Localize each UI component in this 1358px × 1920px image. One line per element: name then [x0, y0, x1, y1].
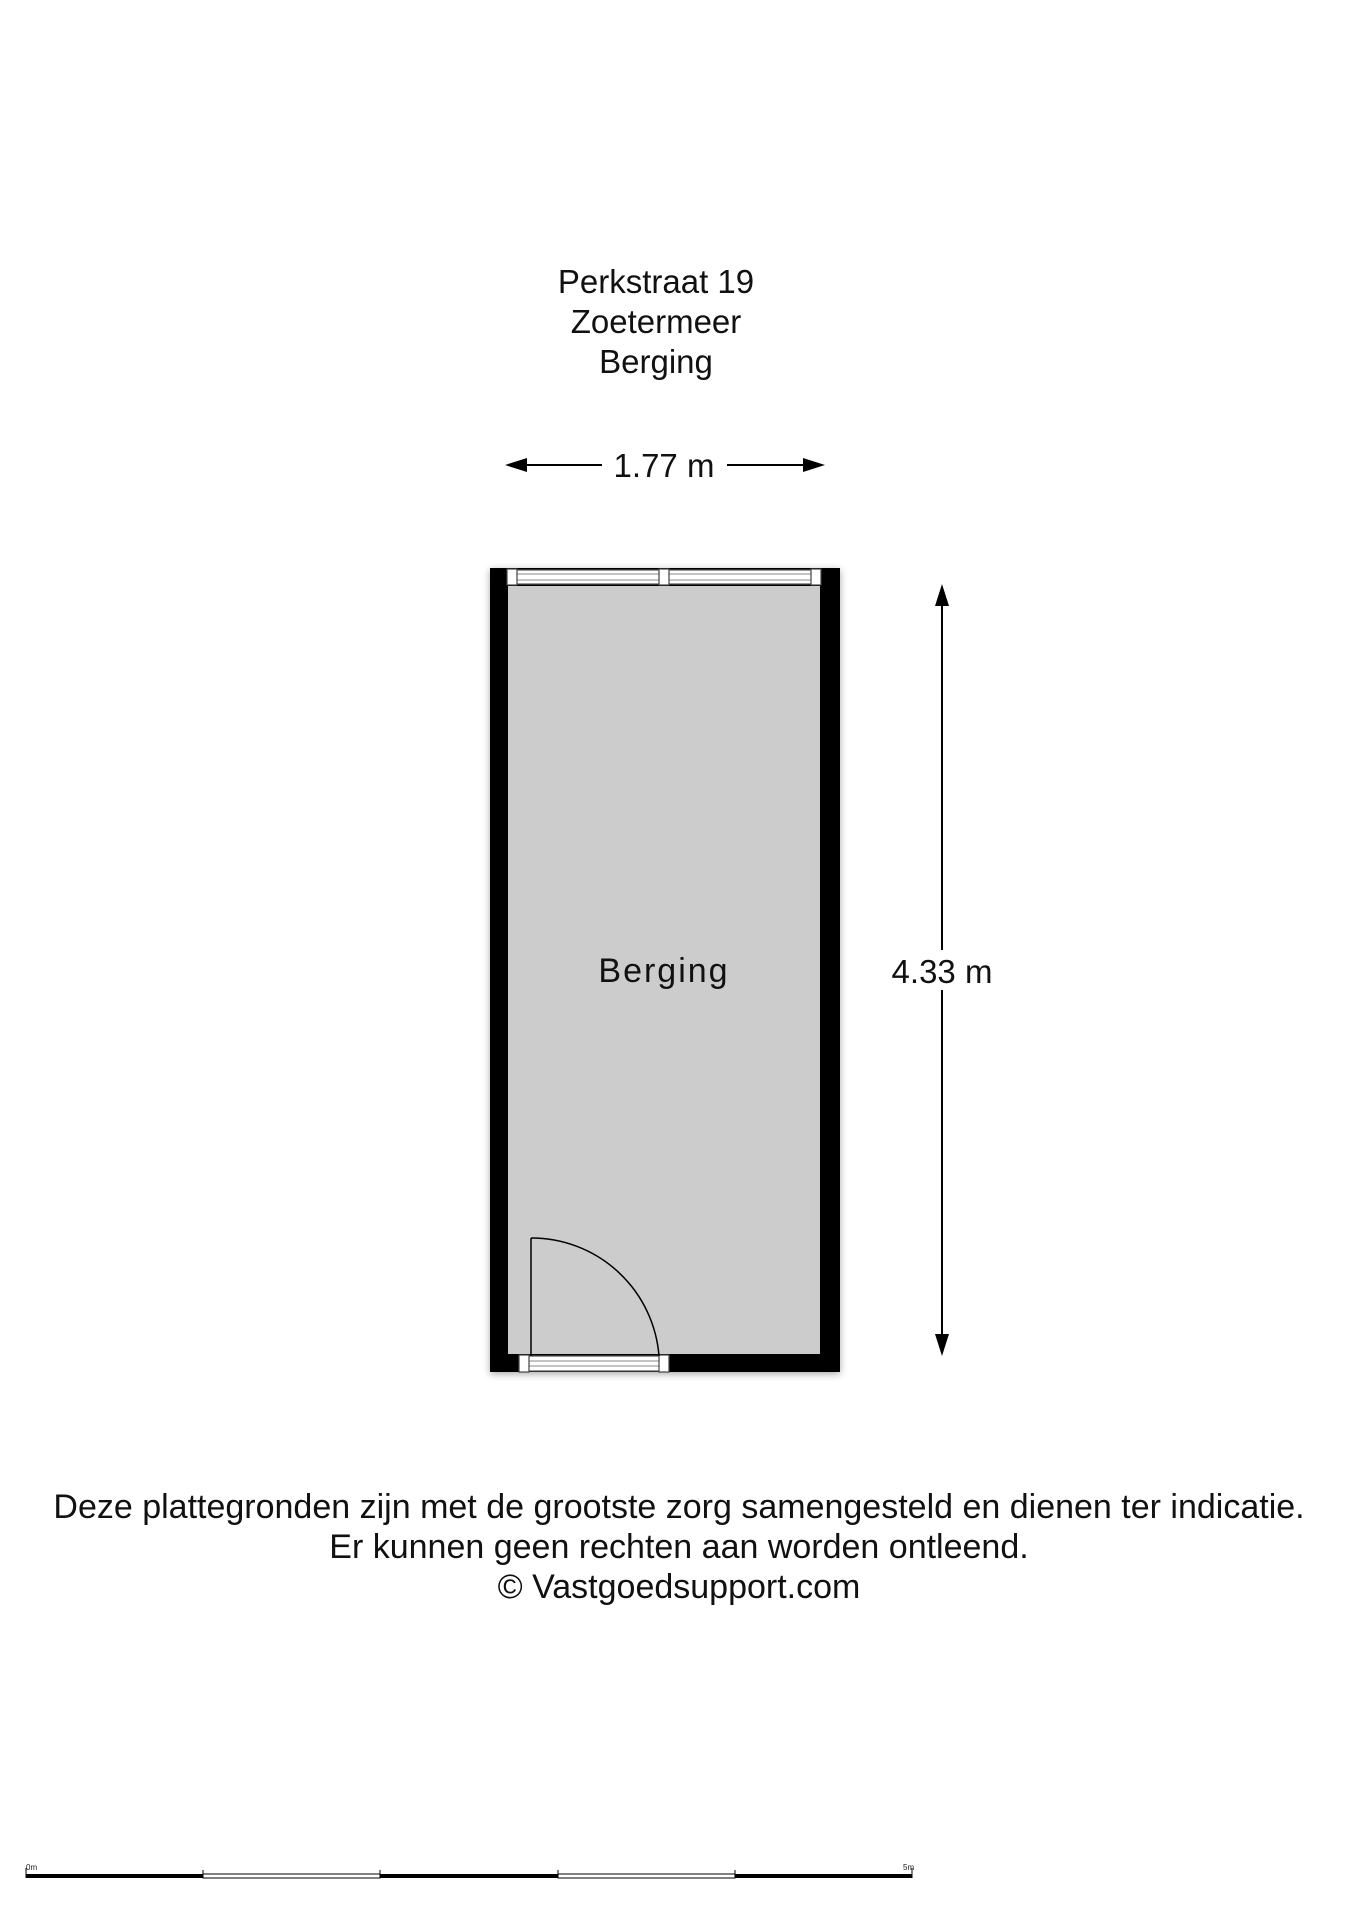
- height-dimension: [892, 584, 993, 1356]
- height-label: 4.33 m: [891, 953, 993, 990]
- width-dimension: [505, 447, 825, 484]
- copyright-text: © Vastgoedsupport.com: [497, 1568, 861, 1606]
- disclaimer-line-1: Deze plattegronden zijn met de grootste zorg samengesteld en dienen ter indicatie.: [53, 1488, 1305, 1526]
- width-arrow-left: [505, 458, 527, 472]
- room-label: Berging: [598, 952, 730, 990]
- city-text: Zoetermeer: [570, 303, 742, 340]
- scale-end-label: 5m: [903, 1863, 915, 1872]
- height-arrow-top: [935, 584, 949, 606]
- window-top: [507, 569, 821, 585]
- width-label: 1.77 m: [613, 447, 715, 484]
- width-arrow-right: [803, 458, 825, 472]
- scale-bar: [26, 1863, 914, 1878]
- height-arrow-bottom: [935, 1334, 949, 1356]
- address-text: Perkstraat 19: [557, 263, 755, 300]
- disclaimer-line-2: Er kunnen geen rechten aan worden ontleend.: [329, 1528, 1029, 1566]
- disclaimer: [0, 1487, 1358, 1607]
- scale-start-label: 0m: [26, 1863, 38, 1872]
- floor-name-text: Berging: [599, 343, 713, 380]
- door-threshold: [520, 1356, 668, 1371]
